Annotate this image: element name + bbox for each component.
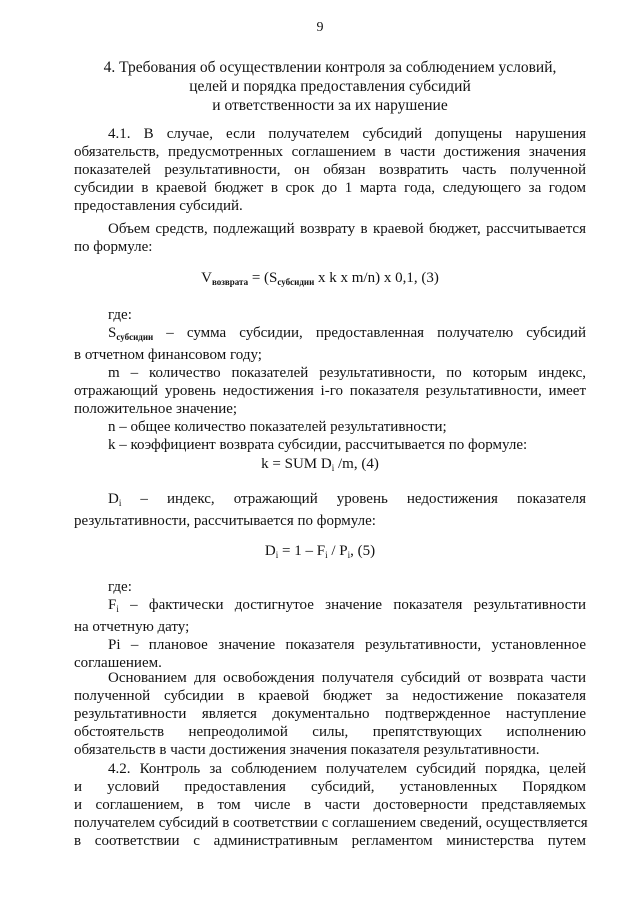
text-line: Pi – плановое значение показателя результативности, установленное — [108, 637, 586, 653]
text-line: предоставления субсидий. — [74, 198, 243, 214]
paragraph-volume — [74, 220, 586, 256]
text-line: Основанием для освобождения получателя субсидий от возврата части — [108, 670, 586, 686]
text-line: и соглашением, в том числе в части достоверности представляемых — [74, 797, 586, 813]
section-heading — [60, 58, 600, 115]
text-line: обязательств в части достижения значения показателя результативности. — [74, 742, 540, 758]
definitions-block-1 — [74, 306, 586, 454]
text-line: результативности является документально подтвержденное наступление — [74, 706, 586, 722]
text-line: обязательств, предусмотренных соглашением в части достижения значения — [74, 144, 586, 160]
text-line: субсидии в краевой бюджет в срок до 1 марта года, следующего за годом — [74, 180, 586, 196]
text-line: на отчетную дату; — [74, 619, 190, 635]
text-line: соглашением. — [74, 655, 162, 671]
text-line: показателей результативности, он обязан возвратить часть полученной — [74, 162, 586, 178]
s-definition-line: $S_{субсидии}$ – сумма субсидии, предоставленная получателю субсидий — [108, 325, 586, 342]
heading-line: целей и порядка предоставления субсидий — [189, 78, 471, 95]
paragraph-4-1 — [74, 125, 586, 215]
text-line: полученной субсидии в краевой бюджет за недостижение показателя — [74, 688, 586, 704]
text-line: 4.1. В случае, если получателем субсидий допущены нарушения — [108, 126, 586, 142]
formula-4: k = SUM $D_i$ /m, (4) — [261, 456, 379, 473]
definitions-block-2 — [74, 578, 586, 672]
where-label: где: — [108, 579, 132, 595]
paragraph-basis — [74, 669, 586, 759]
text-line: m – количество показателей результативности, по которым индекс, — [108, 365, 586, 381]
text-line: $D_i$ – индекс, отражающий уровень недостижения показателя — [108, 491, 586, 508]
text-line: отражающий уровень недостижения i-го показателя результативности, имеет — [74, 383, 586, 399]
paragraph-4-2 — [74, 760, 586, 850]
text-line: Объем средств, подлежащий возврату в краевой бюджет, рассчитывается — [108, 221, 586, 237]
text-line: положительное значение; — [74, 401, 238, 417]
formula-5: $D_i = 1 - F_i / P_i$, (5) — [264, 543, 376, 560]
text-line: в отчетном финансовом году; — [74, 347, 262, 363]
text-line: по формуле: — [74, 239, 153, 255]
text-line: обстоятельств непреодолимой силы, препятствующих исполнению — [74, 724, 586, 740]
page-number: 9 — [316, 20, 324, 35]
text-line: результативности, рассчитывается по формуле: — [74, 513, 376, 529]
heading-line: 4. Требования об осуществлении контроля за соблюдением условий, — [103, 59, 557, 76]
k-definition: k – коэффициент возврата субсидии, рассчитывается по формуле: — [108, 437, 528, 453]
text-line: получателем субсидий в соответствии с соглашением сведений, осуществляется — [74, 815, 588, 831]
text-line: и условий предоставления субсидий, установленных Порядком — [74, 779, 586, 795]
d-definition — [74, 490, 586, 530]
text-line: 4.2. Контроль за соблюдением получателем субсидий порядка, целей — [108, 761, 586, 777]
where-label: где: — [108, 307, 132, 323]
text-line: в соответствии с административным регламентом министерства путем — [74, 833, 586, 849]
f-definition-line: $F_i$ – фактически достигнутое значение показателя результативности — [108, 597, 586, 614]
formula-3: $V_{возврата} = (S_{субсидии}$ x k x m/n) x 0,1, (3) — [201, 270, 439, 287]
heading-line: и ответственности за их нарушение — [212, 97, 448, 114]
n-definition: n – общее количество показателей результативности; — [108, 419, 447, 435]
